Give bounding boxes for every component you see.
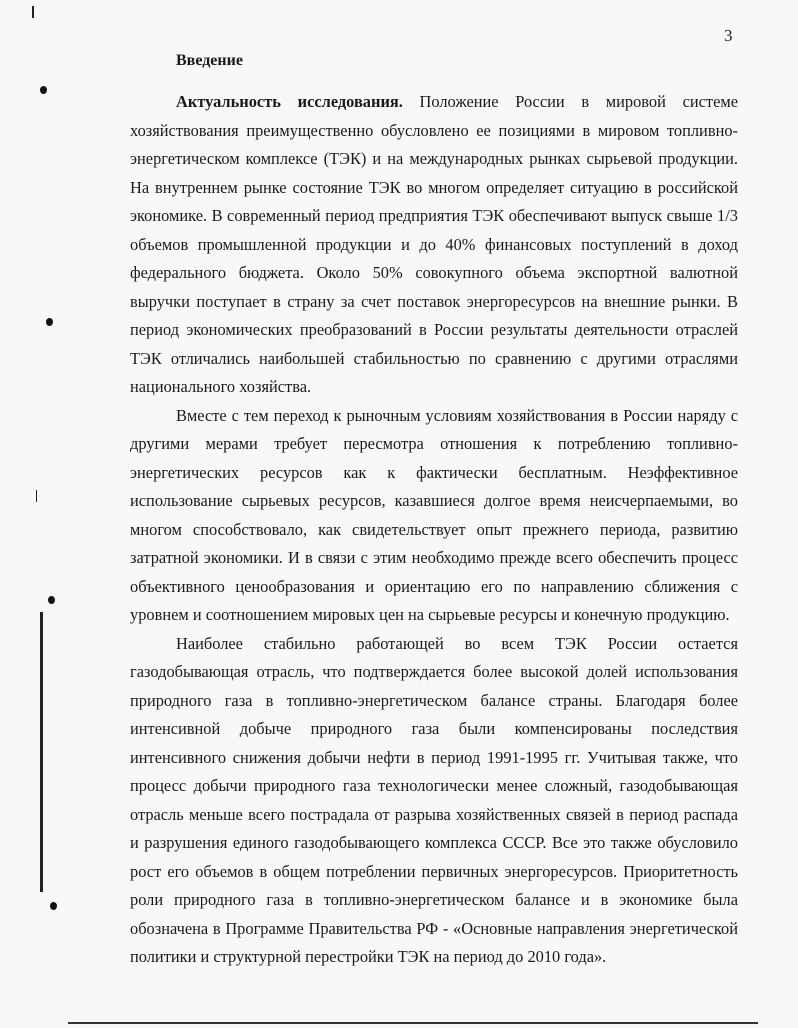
paragraph-3: Наиболее стабильно работающей во всем ТЭК России остается газодобывающая отрасль, что подтверждается более высокой долей использования природного газа в топливно-энергетическом балансе страны. Благодаря более интенсивной добыче природного газа были компенсированы последствия интенсивного снижения добычи нефти в период 1991-1995 гг. Учитывая также, что процесс добычи природного газа технологически менее сложный, газодобывающая отрасль меньше всего пострадала от разрыва хозяйственных связей в период распада и разрушения единого газодобывающего комплекса СССР. Все это также обусловило рост его объемов в общем потреблении первичных энергоресурсов. Приоритетность роли природного газа в топливно-энергетическом балансе и в экономике была обозначена в Программе Правительства РФ - «Основные направления энергетической политики и структурной перестройки ТЭК на период до 2010 года». (130, 633, 738, 966)
margin-scan-line (40, 612, 43, 892)
binder-hole-1 (40, 86, 47, 94)
margin-mark-1 (36, 490, 37, 502)
binder-hole-4 (50, 902, 57, 910)
paragraph-1-text: Положение России в мировой системе хозяйствования преимущественно обусловлено ее позициями в мировом топливно-энергетическом комплексе (ТЭК) и на международных рынках сырьевой продукции. На внутреннем рынке состояние ТЭК во многом определяет ситуацию в российской экономике. В современный период предприятия ТЭК обеспечивают выпуск свыше 1/3 объемов промышленной продукции и до 40% финансовых поступлений в доход федерального бюджета. Около 50% совокупного объема экспортной валютной выручки поступает в страну за счет поставок энергоресурсов на внешние рынки. В период экономических преобразований в России результаты деятельности отраслей ТЭК отличались наибольшей стабильностью по сравнению с другими отраслями национального хозяйства. (130, 92, 738, 396)
paragraph-1 (130, 88, 738, 402)
bottom-scan-rule (68, 1022, 758, 1024)
top-left-mark (32, 6, 34, 18)
section-heading: Введение (176, 52, 243, 69)
paragraph-1-lead: Актуальность исследования. (176, 92, 403, 111)
page-number: 3 (724, 26, 733, 45)
paragraph-2: Вместе с тем переход к рыночным условиям хозяйствования в России наряду с другими мерами требует пересмотра отношения к потреблению топливно-энергетических ресурсов как к фактически бесплатным. Неэффективное использование сырьевых ресурсов, казавшиеся долгое время неисчерпаемыми, во многом способствовало, как свидетельствует опыт прежнего периода, развитию затратной экономики. И в связи с этим необходимо прежде всего обеспечить процесс объективного ценообразования и ориентацию его по направлению сближения с уровнем и соотношением мировых цен на сырьевые ресурсы и конечную продукцию. (130, 405, 738, 624)
body-text (130, 88, 738, 972)
binder-hole-3 (48, 596, 55, 604)
binder-hole-2 (46, 318, 53, 326)
